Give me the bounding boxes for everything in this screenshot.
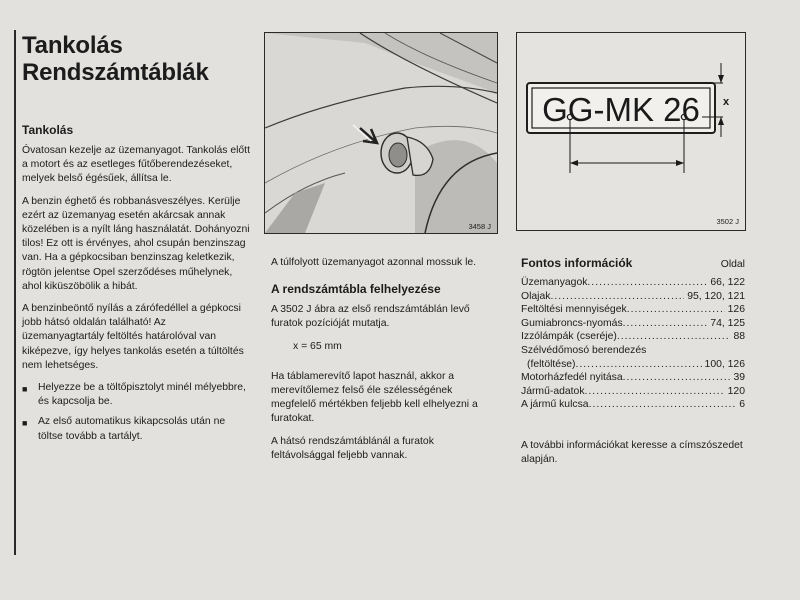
index-row: [521, 276, 745, 290]
bullet-text: Az első automatikus kikapcsolás után ne töltse tovább a tartályt.: [38, 416, 226, 442]
leader-dots: [617, 330, 731, 344]
paragraph: A 3502 J ábra az első rendszámtáblán levő furatok pozícióját mutatja.: [271, 304, 470, 330]
paragraph: A benzinbeöntő nyílás a zárófedéllel a gépkocsi jobb hátsó oldalán található! Az üzemanyagtartály feltöltés határolóval van kiképezve, így helyes tankolás esetén a túltöltés nem lehetséges.: [22, 303, 244, 371]
index-row: [521, 303, 745, 317]
index-label: Szélvédőmosó berendezés: [521, 344, 647, 356]
margin-rule: [14, 30, 16, 555]
index-pages: 88: [733, 331, 745, 343]
index-footer-note: A további információkat keresse a címszószedet alapján.: [521, 439, 743, 466]
page-title-line1: Tankolás: [22, 32, 123, 59]
index-label: Jármű-adatok: [521, 385, 585, 397]
bullet-item: [22, 381, 250, 409]
page-title-line2: Rendszámtáblák: [22, 59, 209, 86]
index-row: [521, 358, 745, 372]
index-pages: 66, 122: [710, 277, 745, 288]
bullet-square-icon: ■: [22, 384, 28, 395]
paragraph: A benzin éghető és robbanásveszélyes. Kerülje ezért az üzemanyag esetén akárcsak annak közelében is a nyílt láng használatát. Dohányozni tilos! Ez ott is érvényes, ahol csupán benzinszag van. Ha a gépkocsiban benzinszag keletkezik, rögtön jelentse Opel szerződéses műhelynek, ahol kiküszöbölik a hibát.: [22, 195, 250, 292]
index-pages: 74, 125: [710, 317, 745, 329]
index-label: Izzólámpák (cseréje): [521, 331, 617, 343]
bullet-item: [22, 415, 250, 443]
column-right: [521, 256, 745, 475]
index-label: Motorházfedél nyitása: [521, 372, 623, 384]
bullet-text: Helyezze be a töltőpisztolyt minél mélyebbre, és kapcsolja be.: [38, 382, 246, 408]
leader-dots: [589, 398, 737, 412]
column-left: [22, 32, 250, 450]
leader-dots: [550, 290, 684, 304]
index-pages: 100, 126: [704, 358, 745, 370]
index-pages: 6: [739, 399, 745, 411]
paragraph: A túlfolyott üzemanyagot azonnal mossuk le.: [271, 257, 477, 268]
dimension-x-label: x: [723, 96, 730, 108]
figure-label: 3502 J: [716, 217, 739, 226]
index-pages: 95, 120, 121: [687, 290, 745, 302]
leader-dots: [623, 371, 731, 385]
index-pages: 39: [733, 372, 745, 384]
section-heading-tankolas: Tankolás: [22, 123, 74, 137]
leader-dots: [627, 303, 725, 317]
formula-x: x = 65 mm: [293, 340, 342, 352]
leader-dots: [576, 358, 702, 372]
leader-dots: [623, 317, 708, 331]
index-label: A jármű kulcsa: [521, 399, 589, 411]
index-header: [521, 256, 745, 270]
leader-dots: [587, 276, 707, 290]
index-row: [521, 385, 745, 399]
index-label: Gumiabroncs-nyomás: [521, 317, 623, 329]
paragraph: A hátsó rendszámtáblánál a furatok feltávolsággal feljebb vannak.: [271, 435, 434, 461]
figure-label: 3458 J: [468, 222, 491, 231]
paragraph: Óvatosan kezelje az üzemanyagot. Tankolás előtt a motort és az esetleges fűtőberendezéseket, melyek belső égésűek, állítsa le.: [22, 145, 250, 185]
index-pages: 120: [727, 385, 745, 397]
index-label: (feltöltése): [527, 358, 576, 370]
fuel-flap-figure: [264, 32, 498, 234]
column-middle: [271, 256, 499, 471]
license-plate-diagram: [517, 33, 745, 230]
index-label: Olajak: [521, 290, 551, 302]
index-row: [521, 371, 745, 385]
index-label: Üzemanyagok: [521, 277, 588, 288]
index-row: [521, 398, 745, 412]
fuel-flap-illustration: [265, 33, 497, 233]
index-row: [521, 330, 745, 344]
index-label: Feltöltési mennyiségek: [521, 304, 627, 316]
section-heading-rendszamtabla: A rendszámtábla felhelyezése: [271, 282, 441, 297]
page-title: [22, 32, 250, 86]
page-column-label: Oldal: [720, 259, 745, 270]
index-row: [521, 317, 745, 331]
index-row: [521, 290, 745, 304]
paragraph: Ha táblamerevítő lapot használ, akkor a merevítőlemez felső éle szélességének megfelelő mértékben feljebb kell elhelyezni a furatokat.: [271, 370, 478, 425]
leader-dots: [585, 385, 725, 399]
bullet-square-icon: ■: [22, 418, 28, 429]
index-pages: 126: [727, 304, 745, 316]
plate-number-text: GG-MK 26: [542, 91, 700, 128]
index-row: [521, 344, 745, 358]
section-heading-fontos: Fontos információk: [521, 256, 633, 270]
license-plate-figure: [516, 32, 746, 231]
index-list: [521, 276, 745, 412]
